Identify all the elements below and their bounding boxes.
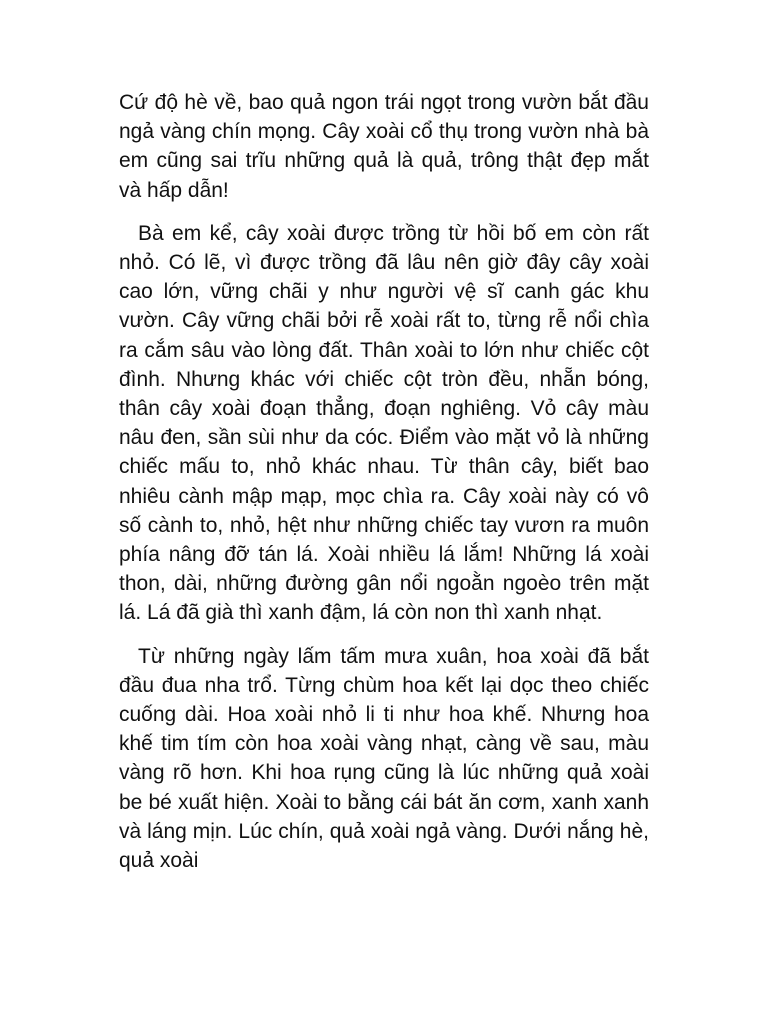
paragraph-2: Bà em kể, cây xoài được trồng từ hồi bố em còn rất nhỏ. Có lẽ, vì được trồng đã lâu nên giờ đây cây xoài cao lớn, vững chãi y như người vệ sĩ canh gác khu vườn. Cây vững chãi bởi rễ xoài rất to, từng rễ nổi chìa ra cắm sâu vào lòng đất. Thân xoài to lớn như chiếc cột đình. Nhưng khác với chiếc cột tròn đều, nhẵn bóng, thân cây xoài đoạn thẳng, đoạn nghiêng. Vỏ cây màu nâu đen, sần sùi như da cóc. Điểm vào mặt vỏ là những chiếc mấu to, nhỏ khác nhau. Từ thân cây, biết bao nhiêu cành mập mạp, mọc chìa ra. Cây xoài này có vô số cành to, nhỏ, hệt như những chiếc tay vươn ra muôn phía nâng đỡ tán lá. Xoài nhiều lá lắm! Những lá xoài thon, dài, những đường gân nổi ngoằn ngoèo trên mặt lá. Lá đã già thì xanh đậm, lá còn non thì xanh nhạt. (119, 221, 649, 625)
paragraph-1: Cứ độ hè về, bao quả ngon trái ngọt trong vườn bắt đầu ngả vàng chín mọng. Cây xoài cổ thụ trong vườn nhà bà em cũng sai trĩu những quả là quả, trông thật đẹp mắt và hấp dẫn! (119, 91, 649, 202)
document-page (119, 88, 649, 889)
paragraph-3: Từ những ngày lấm tấm mưa xuân, hoa xoài đã bắt đầu đua nha trổ. Từng chùm hoa kết lại dọc theo chiếc cuống dài. Hoa xoài nhỏ li ti như hoa khế. Nhưng hoa khế tim tím còn hoa xoài vàng nhạt, càng về sau, màu vàng rõ hơn. Khi hoa rụng cũng là lúc những quả xoài be bé xuất hiện. Xoài to bằng cái bát ăn cơm, xanh xanh và láng mịn. Lúc chín, quả xoài ngả vàng. Dưới nắng hè, quả xoài (119, 644, 649, 873)
